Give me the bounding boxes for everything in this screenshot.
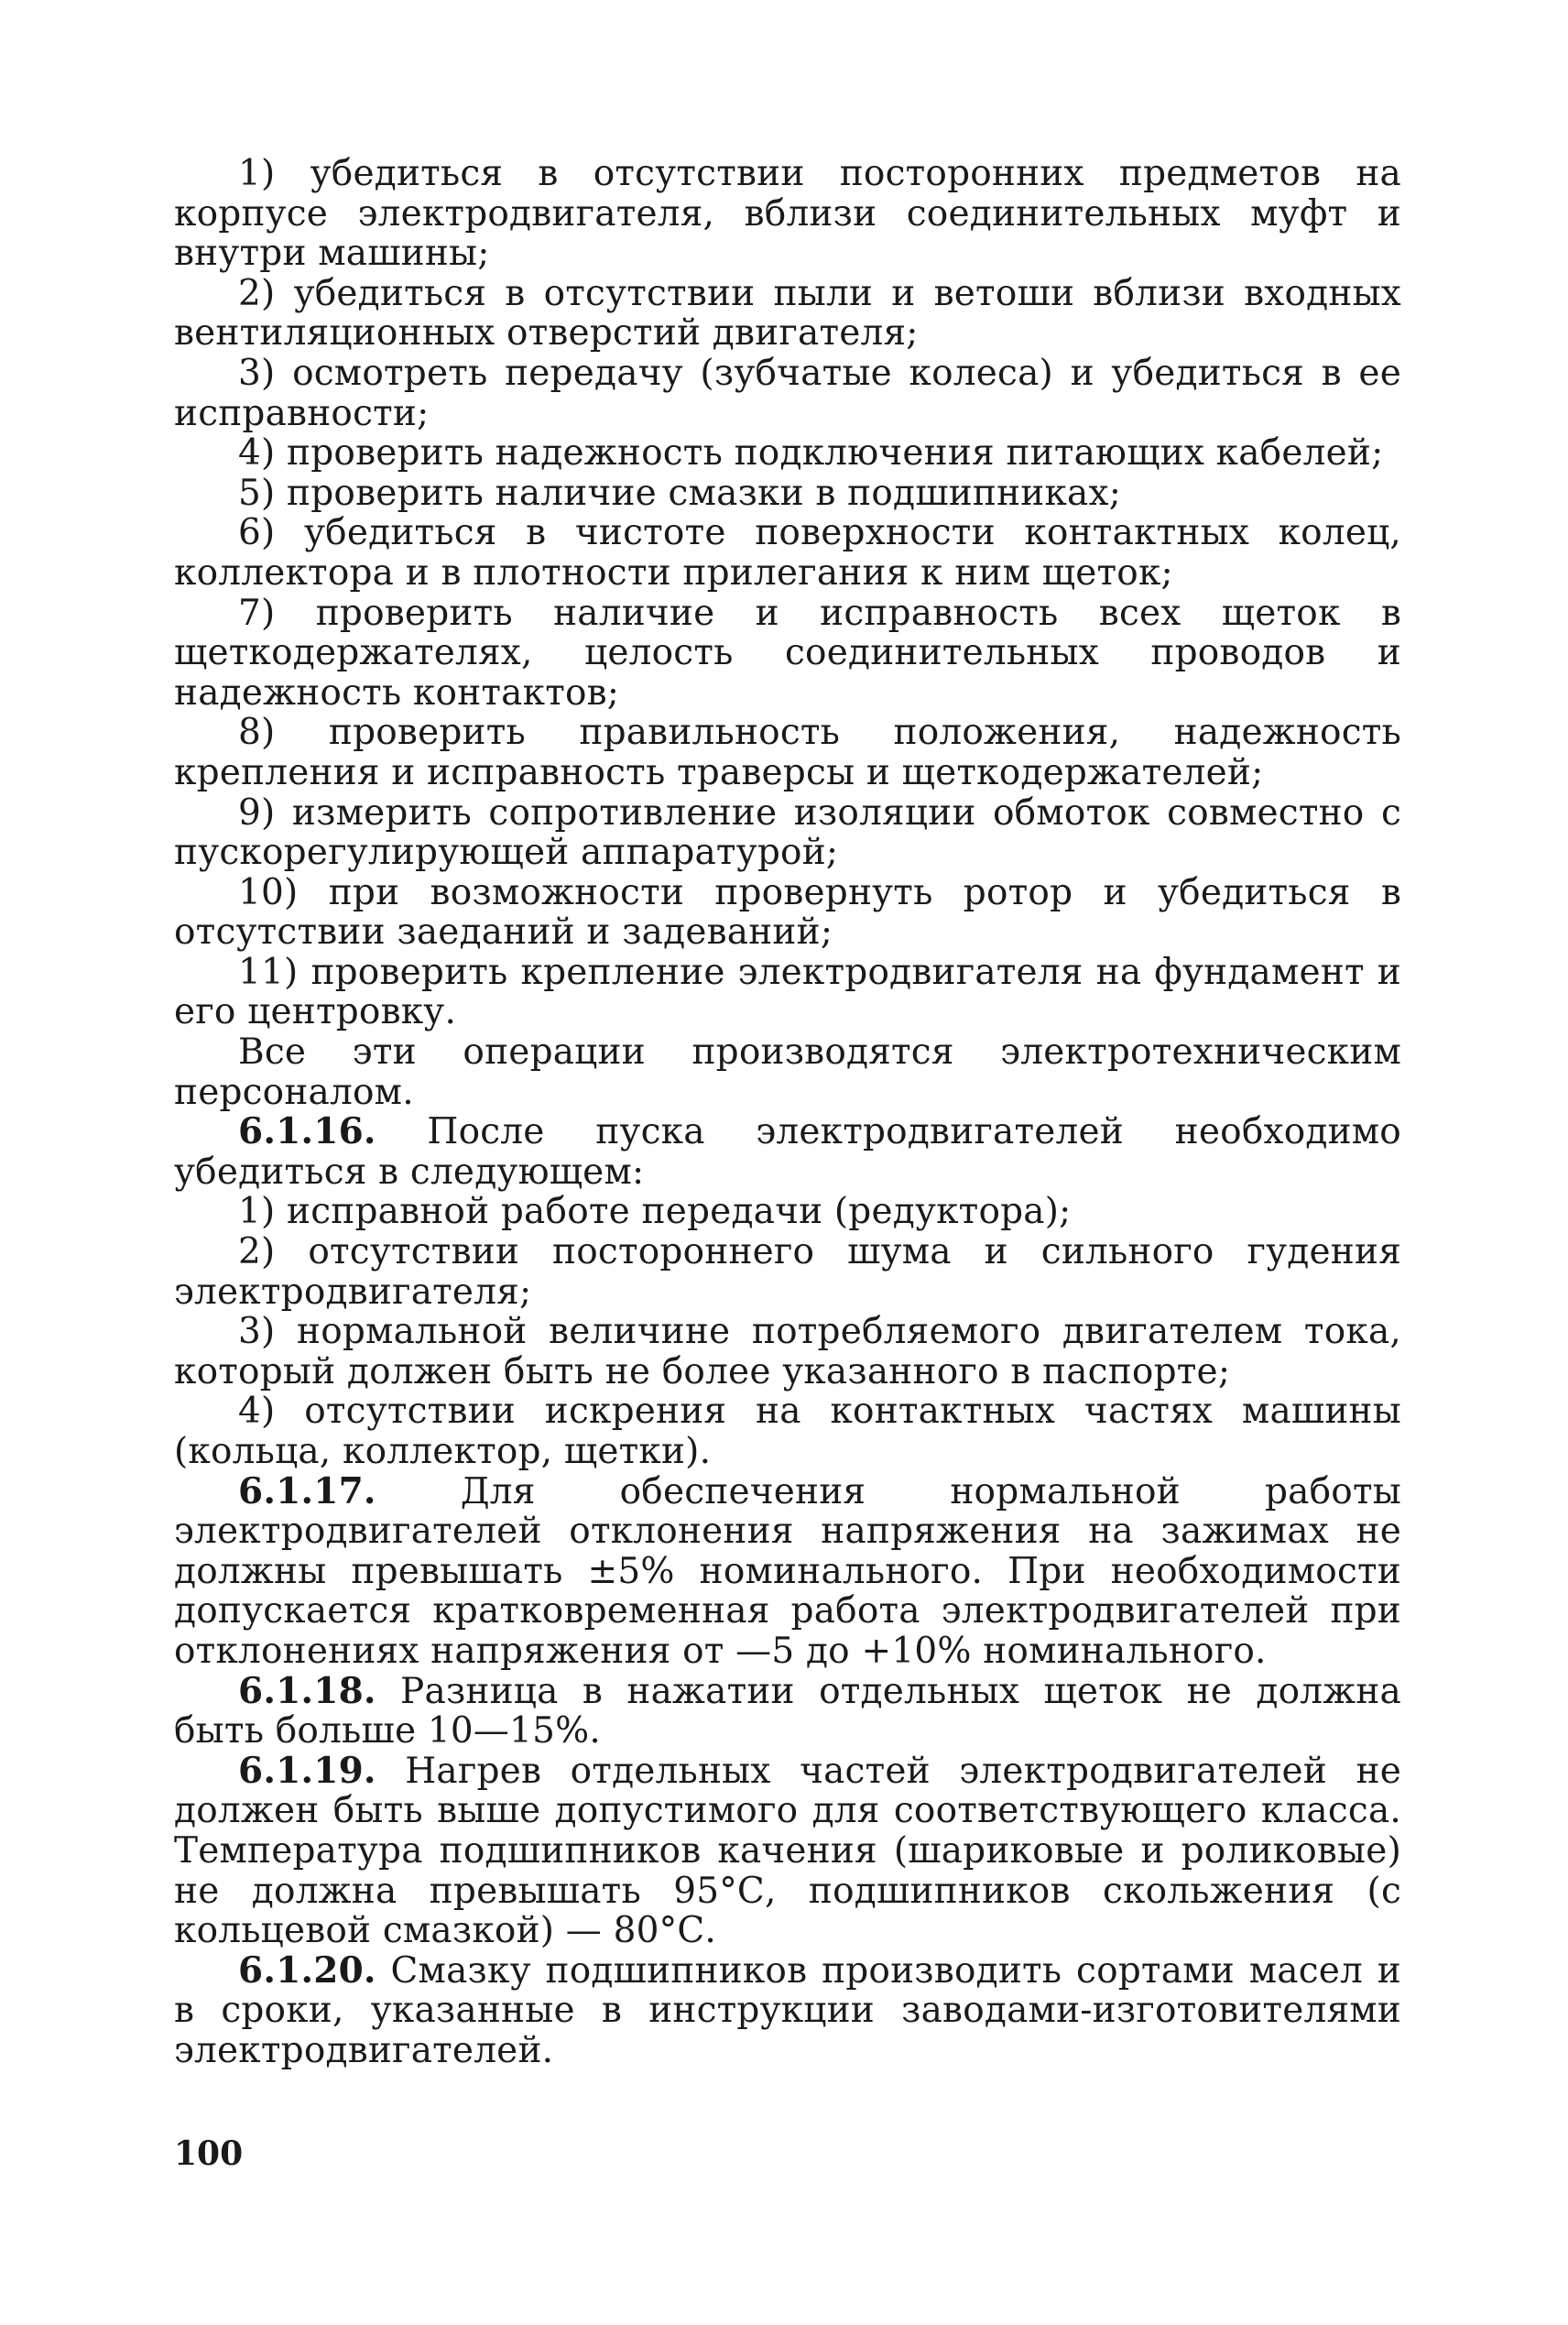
paragraph-8: 8) проверить правильность положения, надежность крепления и исправность траверсы и щеткодержателей;: [174, 712, 1401, 793]
paragraph-6: 6) убедиться в чистоте поверхности контактных колец, коллектора и в плотности прилегания к ним щеток;: [174, 512, 1401, 594]
section-6-1-18: 6.1.18. Разница в нажатии отдельных щеток не должна быть больше 10—15%.: [174, 1669, 1401, 1752]
paragraph-17: 4) отсутствии искрения на контактных частях машины (кольца, коллектор, щетки).: [174, 1391, 1401, 1472]
section-number: 6.1.16.: [238, 1110, 376, 1153]
section-number: 6.1.18.: [238, 1669, 376, 1712]
paragraph-2: 2) убедиться в отсутствии пыли и ветоши вблизи входных вентиляционных отверстий двигателя;: [174, 272, 1401, 355]
paragraph-15: 2) отсутствии постороннего шума и сильного гудения электродвигателя;: [174, 1231, 1401, 1313]
section-6-1-17: 6.1.17. Для обеспечения нормальной работы электродвигателей отклонения напряжения на зажимах не должны превышать ±5% номинального. При необходимости допускается кратковременная работа электродвигателей при отклонениях напряжения от —5 до +10% номинального.: [174, 1469, 1401, 1672]
section-number: 6.1.19.: [238, 1749, 376, 1792]
section-6-1-20: 6.1.20. Смазку подшипников производить сортами масел и в сроки, указанные в инструкции заводами-изготовителями электродвигателей.: [174, 1948, 1401, 2071]
paragraph-3: 3) осмотреть передачу (зубчатые колеса) и убедиться в ее исправности;: [174, 352, 1401, 434]
paragraph-5: 5) проверить наличие смазки в подшипниках;: [238, 472, 1122, 514]
paragraph-4: 4) проверить надежность подключения питающих кабелей;: [238, 432, 1384, 475]
paragraph-1: 1) убедиться в отсутствии посторонних предметов на корпусе электродвигателя, вблизи соединительных муфт и внутри машины;: [174, 153, 1401, 275]
section-number: 6.1.17.: [238, 1469, 376, 1512]
paragraph-11: 11) проверить крепление электродвигателя на фундамент и его центровку.: [174, 951, 1401, 1033]
section-6-1-16: 6.1.16. После пуска электродвигателей необходимо убедиться в следующем:: [174, 1110, 1401, 1193]
page-number: 100: [174, 2134, 244, 2173]
paragraph-9: 9) измерить сопротивление изоляции обмоток совместно с пускорегулирующей аппаратурой;: [174, 791, 1401, 874]
section-6-1-19: 6.1.19. Нагрев отдельных частей электродвигателей не должен быть выше допустимого для соответствующего класса. Температура подшипников качения (шариковые и роликовые) не должна превышать 95°С, подшипников скольжения (с кольцевой смазкой) — 80°С.: [174, 1749, 1401, 1952]
paragraph-12: Все эти операции производятся электротехническим персоналом.: [174, 1032, 1401, 1113]
paragraph-16: 3) нормальной величине потребляемого двигателем тока, который должен быть не более указанного в паспорте;: [174, 1311, 1401, 1392]
page-body: [174, 154, 1401, 2071]
paragraph-10: 10) при возможности провернуть ротор и убедиться в отсутствии заеданий и задеваний;: [174, 871, 1401, 954]
paragraph-7: 7) проверить наличие и исправность всех щеток в щеткодержателях, целость соединительных проводов и надежность контактов;: [174, 592, 1401, 714]
section-number: 6.1.20.: [238, 1948, 376, 1992]
paragraph-14: 1) исправной работе передачи (редуктора);: [238, 1191, 1072, 1233]
